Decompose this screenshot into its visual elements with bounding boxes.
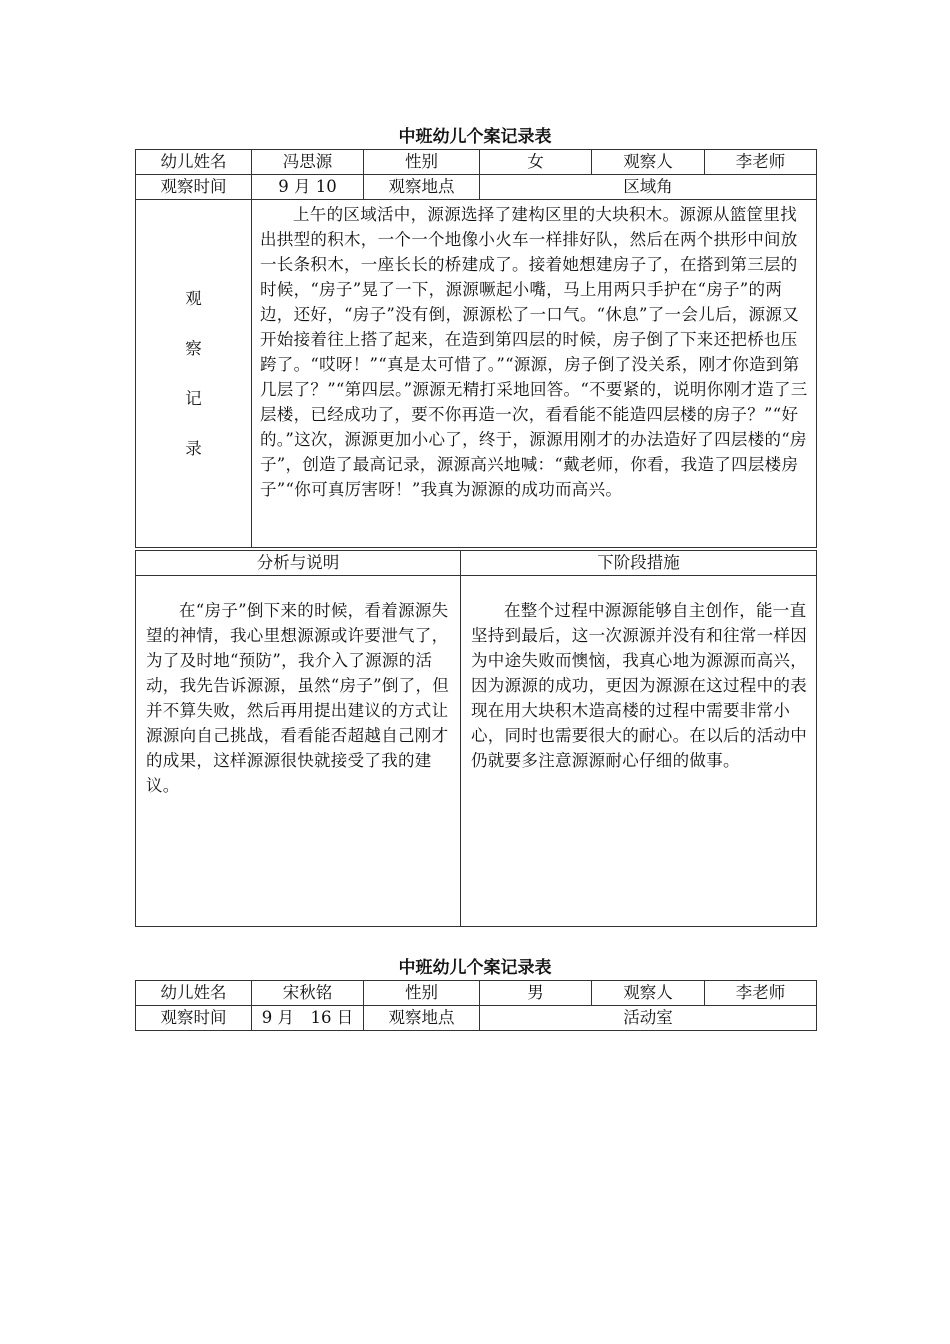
form1-row1 [136,150,817,175]
obs-time-label: 观察时间 [136,1006,252,1031]
form1-row2 [136,175,817,200]
obs-label-char: 观 [185,289,202,308]
observer-label: 观察人 [592,150,705,175]
child-name-label: 幼儿姓名 [136,150,252,175]
obs-time-value: 9 月 16 日 [252,1006,364,1031]
obs-place-label: 观察地点 [364,175,480,200]
analysis-cell [136,576,461,927]
obs-place-value: 区域角 [480,175,817,200]
child-name-value: 宋秋铭 [252,981,364,1006]
form2-title: 中班幼儿个案记录表 [398,958,552,978]
obs-place-value: 活动室 [480,1006,817,1031]
observer-value: 李老师 [705,150,817,175]
form2-row2 [136,1006,817,1031]
obs-label-char: 录 [185,439,202,458]
gender-label: 性别 [364,981,480,1006]
child-name-label: 幼儿姓名 [136,981,252,1006]
analysis-header-row [136,551,817,576]
analysis-content-row [136,576,817,927]
obs-label-char: 察 [185,339,202,358]
gender-value: 女 [480,150,592,175]
obs-time-label: 观察时间 [136,175,252,200]
measures-text: 在整个过程中源源能够自主创作，能一直坚持到最后，这一次源源并没有和往常一样因为中途失败而懊恼，我真心地为源源而高兴，因为源源的成功，更因为源源在这过程中的表现在用大块积木造高楼的过程中需要非常小心，同时也需要很大的耐心。在以后的活动中仍就要多注意源源耐心仔细的做事。 [471,601,807,770]
obs-time-value: 9 月 10 [252,175,364,200]
measures-label: 下阶段措施 [461,551,817,576]
gender-label: 性别 [364,150,480,175]
form2-row1 [136,981,817,1006]
form1-header-table [135,149,817,548]
observer-value: 李老师 [705,981,817,1006]
analysis-label: 分析与说明 [136,551,461,576]
obs-place-label: 观察地点 [364,1006,480,1031]
observation-record-text [252,200,817,548]
observer-label: 观察人 [592,981,705,1006]
form1-title: 中班幼儿个案记录表 [398,127,552,147]
measures-cell [461,576,817,927]
form2-header-table [135,980,817,1031]
gender-value: 男 [480,981,592,1006]
form1-analysis-table [135,550,817,927]
obs-label-char: 记 [185,389,202,408]
observation-paragraph: 上午的区域活中，源源选择了建构区里的大块积木。源源从篮筐里找出拱型的积木，一个一个地像小火车一样排好队，然后在两个拱形中间放一长条积木，一座长长的桥建成了。接着她想建房子了，在搭到第三层的时候，“房子”晃了一下，源源噘起小嘴，马上用两只手护在“房子”的两边，还好，“房子”没有倒，源源松了一口气。“休息”了一会儿后，源源又开始接着往上搭了起来，在造到第四层的时候，房子倒了下来还把桥也压跨了。“哎呀！”“真是太可惜了。”“源源，房子倒了没关系，刚才你造到第几层了？”“第四层。”源源无精打采地回答。“不要紧的，说明你刚才造了三层楼，已经成功了，要不你再造一次，看看能不能造四层楼的房子？”“好的。”这次，源源更加小心了，终于，源源用刚才的办法造好了四层楼的“房子”，创造了最高记录，源源高兴地喊：“戴老师，你看，我造了四层楼房子”“你可真厉害呀！”我真为源源的成功而高兴。 [260,205,808,499]
observation-record-label [136,200,252,548]
analysis-text: 在“房子”倒下来的时候，看着源源失望的神情，我心里想源源或许要泄气了，为了及时地“预防”，我介入了源源的活动，我先告诉源源，虽然“房子”倒了，但并不算失败，然后再用提出建议的方式让源源向自己挑战，看看能否超越自己刚才的成果，这样源源很快就接受了我的建议。 [146,601,450,795]
form1-observation-row [136,200,817,548]
child-name-value: 冯思源 [252,150,364,175]
